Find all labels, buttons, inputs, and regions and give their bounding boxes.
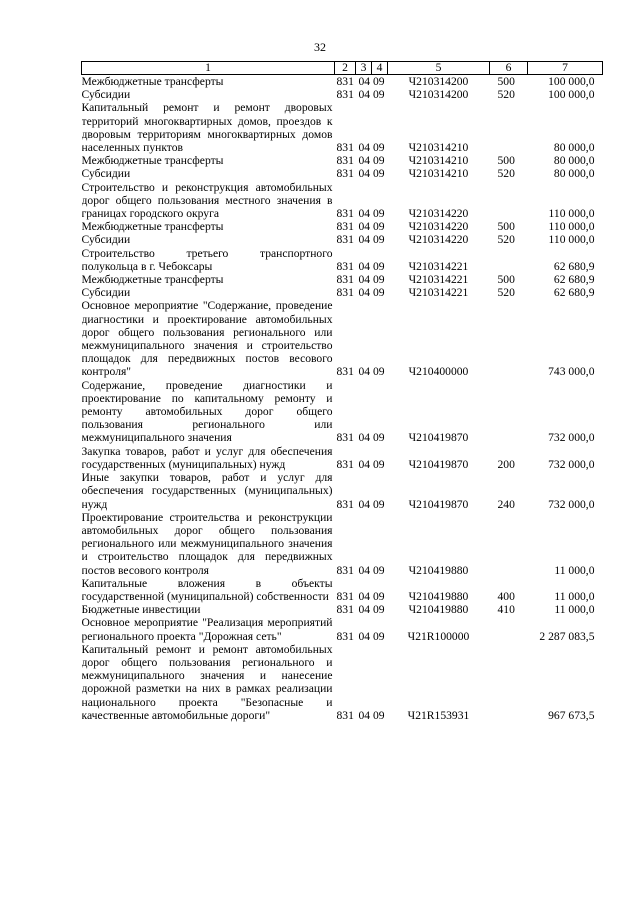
- table-row: [82, 471, 603, 511]
- row-code-5: Ч210314220: [408, 233, 469, 247]
- row-code-2: 831: [336, 365, 354, 379]
- row-code-6: [490, 511, 528, 577]
- row-code-3-4: 04 09: [358, 259, 385, 273]
- row-amount: 100 000,0: [548, 88, 595, 102]
- row-code-2: 831: [336, 220, 354, 234]
- row-code-3-4: 04 09: [358, 457, 385, 471]
- table-row: [82, 154, 603, 167]
- row-amount: 80 000,0: [553, 141, 595, 155]
- table-row: [82, 445, 603, 471]
- row-code-6: 500: [497, 220, 515, 234]
- row-code-2: 831: [336, 88, 354, 102]
- row-code-3-4: 04 09: [358, 88, 385, 102]
- row-name: Капитальные вложения в объекты государственной (муниципальной) собственности: [81, 576, 333, 603]
- row-code-5: Ч210314220: [408, 207, 469, 221]
- row-code-2: 831: [336, 589, 354, 603]
- row-amount: 62 680,9: [553, 259, 595, 273]
- row-code-3-4: 04 09: [358, 563, 385, 577]
- row-amount: 62 680,9: [553, 286, 595, 300]
- row-name: Строительство и реконструкция автомобильных дорог общего пользования местного значения в границах городского округа: [81, 180, 333, 221]
- row-name: Межбюджетные трансферты: [81, 75, 224, 88]
- row-code-3-4: 04 09: [358, 286, 385, 300]
- row-code-3-4: 04 09: [358, 273, 385, 287]
- row-code-5: Ч210419880: [408, 589, 469, 603]
- table-row: [82, 577, 603, 603]
- row-code-3-4: 04 09: [358, 154, 385, 168]
- table-row: [82, 299, 603, 378]
- page-number: 32: [314, 40, 326, 54]
- table-row: [82, 233, 603, 246]
- header-col-3: 3: [356, 62, 372, 75]
- row-code-5: Ч21R100000: [407, 629, 470, 643]
- table-row: [82, 603, 603, 616]
- row-code-5: Ч210314200: [408, 75, 469, 88]
- row-code-3-4: 04 09: [358, 708, 385, 722]
- header-col-4: 4: [372, 62, 388, 75]
- row-code-2: 831: [336, 75, 354, 88]
- table-row: [82, 75, 603, 89]
- row-code-5: Ч210419880: [408, 563, 469, 577]
- table-row: [82, 220, 603, 233]
- table-row: [82, 286, 603, 299]
- table-body: [82, 75, 603, 722]
- row-code-6: 240: [497, 497, 515, 511]
- row-code-2: 831: [336, 563, 354, 577]
- row-code-5: Ч210314220: [408, 220, 469, 234]
- row-code-2: 831: [336, 154, 354, 168]
- row-name: Субсидии: [81, 286, 131, 300]
- row-name: Бюджетные инвестиции: [81, 603, 201, 617]
- row-code-2: 831: [336, 286, 354, 300]
- row-code-6: [490, 181, 528, 221]
- row-code-5: Ч21R153931: [407, 708, 470, 722]
- header-col-6: 6: [490, 62, 528, 75]
- row-amount: 11 000,0: [554, 563, 595, 577]
- row-name: Субсидии: [81, 167, 131, 181]
- row-code-2: 831: [336, 233, 354, 247]
- row-code-5: Ч210314221: [408, 259, 469, 273]
- row-code-3-4: 04 09: [358, 497, 385, 511]
- row-name: Субсидии: [81, 88, 131, 102]
- table-row: [82, 616, 603, 642]
- row-name: Иные закупки товаров, работ и услуг для обеспечения государственных (муниципальных) нужд: [81, 471, 333, 511]
- row-amount: 100 000,0: [548, 75, 595, 88]
- table-row: [82, 181, 603, 221]
- row-code-2: 831: [336, 141, 354, 155]
- table-row: [82, 167, 603, 180]
- row-code-3-4: 04 09: [358, 141, 385, 155]
- row-amount: 110 000,0: [548, 233, 595, 247]
- table-row: [82, 88, 603, 101]
- row-code-5: Ч210314210: [408, 141, 469, 155]
- table-row: [82, 511, 603, 577]
- row-code-3-4: 04 09: [358, 220, 385, 234]
- row-code-3-4: 04 09: [358, 75, 385, 88]
- row-code-6: 400: [497, 589, 515, 603]
- row-code-2: 831: [336, 603, 354, 617]
- table-row: [82, 379, 603, 445]
- row-code-6: [490, 379, 528, 445]
- row-code-6: 520: [497, 167, 515, 181]
- row-code-3-4: 04 09: [358, 365, 385, 379]
- row-code-2: 831: [336, 167, 354, 181]
- row-code-2: 831: [336, 431, 354, 445]
- row-code-6: 410: [497, 603, 515, 617]
- row-name: Капитальный ремонт и ремонт дворовых территорий многоквартирных домов, проездов к дворовым территориям многоквартирных домов населенных пунктов: [81, 101, 333, 155]
- row-code-3-4: 04 09: [358, 233, 385, 247]
- budget-table: [81, 61, 603, 722]
- row-code-6: 520: [497, 88, 515, 102]
- row-amount: 80 000,0: [553, 167, 595, 181]
- row-code-5: Ч210419870: [408, 497, 469, 511]
- row-code-6: 500: [497, 154, 515, 168]
- header-col-1: 1: [82, 62, 335, 75]
- row-code-5: Ч210419880: [408, 603, 469, 617]
- row-code-2: 831: [336, 457, 354, 471]
- row-code-6: 200: [497, 457, 515, 471]
- row-code-3-4: 04 09: [358, 207, 385, 221]
- row-amount: 2 287 083,5: [539, 629, 595, 643]
- row-amount: 732 000,0: [548, 497, 595, 511]
- table-row: [82, 643, 603, 722]
- row-name: Капитальный ремонт и ремонт автомобильных дорог общего пользования регионального и межмуниципального значения и нанесение дорожной разметки на них в рамках реализации национального проекта "Безопасные и качественные автомобильные дороги": [81, 642, 333, 722]
- row-code-2: 831: [336, 273, 354, 287]
- row-code-5: Ч210314200: [408, 88, 469, 102]
- table-row: [82, 273, 603, 286]
- row-code-6: 500: [497, 273, 515, 287]
- row-code-5: Ч210419870: [408, 457, 469, 471]
- row-code-6: 520: [497, 233, 515, 247]
- table-header-row: [82, 62, 603, 75]
- header-col-7: 7: [528, 62, 603, 75]
- row-name: Основное мероприятие "Реализация мероприятий регионального проекта "Дорожная сеть": [81, 616, 333, 643]
- row-name: Закупка товаров, работ и услуг для обеспечения государственных (муниципальных) нужд: [81, 444, 333, 471]
- row-code-6: 520: [497, 286, 515, 300]
- row-name: Содержание, проведение диагностики и проектирование по капитальному ремонту и ремонту автомобильных дорог общего пользования регионального или межмуниципального значения: [81, 378, 333, 445]
- row-name: Межбюджетные трансферты: [81, 154, 224, 168]
- row-amount: 732 000,0: [548, 431, 595, 445]
- row-code-5: Ч210314221: [408, 286, 469, 300]
- row-name: Проектирование строительства и реконструкции автомобильных дорог общего пользования регионального или межмуниципального значения и строительство площадок для передвижных постов весового контроля: [81, 510, 333, 577]
- row-code-3-4: 04 09: [358, 589, 385, 603]
- row-code-6: [490, 101, 528, 154]
- row-code-5: Ч210314210: [408, 167, 469, 181]
- row-code-6: [490, 247, 528, 273]
- row-amount: 110 000,0: [548, 207, 595, 221]
- header-col-5: 5: [388, 62, 490, 75]
- row-amount: 80 000,0: [553, 154, 595, 168]
- row-name: Субсидии: [81, 233, 131, 247]
- row-amount: 967 673,5: [548, 708, 595, 722]
- row-code-2: 831: [336, 629, 354, 643]
- row-amount: 110 000,0: [548, 220, 595, 234]
- row-code-3-4: 04 09: [358, 629, 385, 643]
- row-code-5: Ч210314210: [408, 154, 469, 168]
- row-name: Межбюджетные трансферты: [81, 220, 224, 234]
- row-code-3-4: 04 09: [358, 431, 385, 445]
- row-amount: 11 000,0: [554, 589, 595, 603]
- header-col-2: 2: [335, 62, 356, 75]
- row-code-6: 500: [497, 75, 515, 88]
- row-code-2: 831: [336, 259, 354, 273]
- row-code-5: Ч210419870: [408, 431, 469, 445]
- row-code-2: 831: [336, 497, 354, 511]
- row-code-3-4: 04 09: [358, 167, 385, 181]
- row-code-2: 831: [336, 207, 354, 221]
- row-name: Межбюджетные трансферты: [81, 273, 224, 287]
- row-name: Строительство третьего транспортного полукольца в г. Чебоксары: [81, 246, 333, 273]
- row-amount: 11 000,0: [554, 603, 595, 617]
- row-name: Основное мероприятие "Содержание, проведение диагностики и проектирование автомобильных дорог общего пользования регионального или межмуниципального значения и строительство площадок для передвижных постов весового контроля": [81, 299, 333, 379]
- row-code-6: [490, 616, 528, 642]
- row-code-5: Ч210400000: [408, 365, 469, 379]
- row-code-3-4: 04 09: [358, 603, 385, 617]
- row-amount: 743 000,0: [548, 365, 595, 379]
- row-code-6: [490, 299, 528, 378]
- table-row: [82, 101, 603, 154]
- row-code-5: Ч210314221: [408, 273, 469, 287]
- table-row: [82, 247, 603, 273]
- row-code-6: [490, 643, 528, 722]
- row-amount: 732 000,0: [548, 457, 595, 471]
- row-amount: 62 680,9: [553, 273, 595, 287]
- row-code-2: 831: [336, 708, 354, 722]
